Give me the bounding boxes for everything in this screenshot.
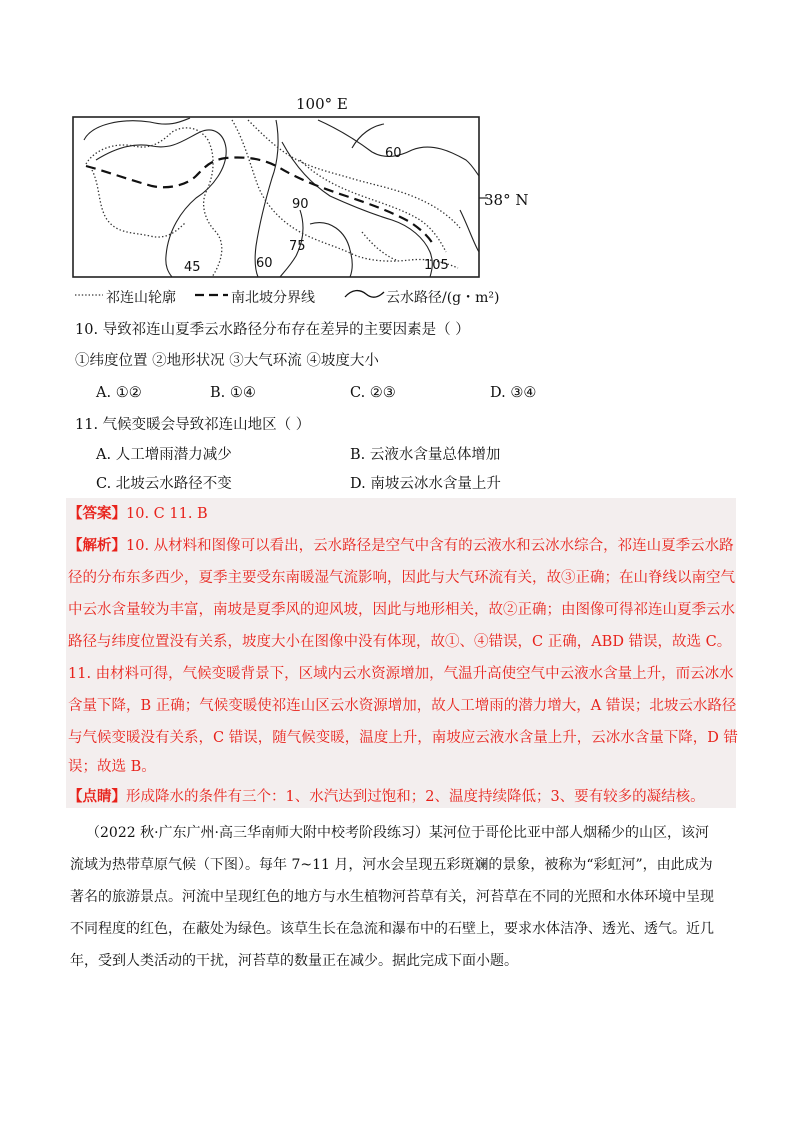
passage-line-3: 著名的旅游景点。河流中呈现红色的地方与水生植物河苔草有关，河苔草在不同的光照和水体环境中呈现 bbox=[70, 889, 714, 905]
slope-divide-line bbox=[86, 157, 434, 246]
q10-stem: 10. 导致祁连山夏季云水路径分布存在差异的主要因素是（ ） bbox=[75, 322, 470, 338]
lat-label: 38° N bbox=[484, 191, 529, 209]
legend-path-label: 云水路径/(g・m²) bbox=[386, 290, 500, 306]
legend-path-symbol bbox=[345, 291, 384, 298]
qilian-outline bbox=[86, 120, 460, 277]
q11-option-d: D. 南坡云冰水含量上升 bbox=[350, 476, 501, 492]
contour-label: 90 bbox=[292, 197, 309, 212]
tip-tag: 【点睛】 bbox=[68, 788, 126, 805]
q10-factors: ①纬度位置 ②地形状况 ③大气环流 ④坡度大小 bbox=[75, 353, 379, 369]
legend-divide-label: 南北坡分界线 bbox=[231, 290, 315, 306]
q10-option-b: B. ①④ bbox=[210, 385, 256, 401]
analysis-tag: 【解析】 bbox=[68, 537, 126, 554]
answer-line bbox=[68, 507, 208, 522]
passage-line-1: （2022 秋·广东广州·高三华南师大附中校考阶段练习）某河位于哥伦比亚中部人烟稀少的山区，该河 bbox=[86, 825, 709, 841]
answer-tag: 【答案】 bbox=[68, 505, 126, 522]
contour-label: 60 bbox=[256, 256, 273, 271]
q11-option-c: C. 北坡云水路径不变 bbox=[96, 476, 232, 492]
analysis-line-2: 径的分布东多西少，夏季主要受东南暖湿气流影响，因此与大气环流有关，故③正确；在山脊线以南空气 bbox=[68, 570, 735, 586]
q10-option-c: C. ②③ bbox=[350, 385, 396, 401]
analysis-text: 10. 从材料和图像可以看出，云水路径是空气中含有的云液水和云冰水综合，祁连山夏季云水路 bbox=[126, 538, 734, 554]
passage-line-4: 不同程度的红色，在蔽处为绿色。该草生长在急流和瀑布中的石壁上，要求水体洁净、透光、透气。近几 bbox=[70, 921, 714, 937]
analysis-line-5: 11. 由材料可得，气候变暖背景下，区域内云水资源增加，气温升高使空气中云液水含量上升，而云冰水 bbox=[68, 666, 734, 682]
map-frame bbox=[73, 117, 479, 277]
analysis-line-3: 中云水含量较为丰富，南坡是夏季风的迎风坡，因此与地形相关，故②正确；由图像可得祁连山夏季云水 bbox=[68, 602, 735, 618]
q11-stem: 11. 气候变暖会导致祁连山地区（ ） bbox=[75, 417, 311, 433]
cloud-water-path-lines bbox=[84, 118, 479, 277]
passage-line-5: 年，受到人类活动的干扰，河苔草的数量正在减少。据此完成下面小题。 bbox=[70, 953, 518, 969]
passage-line-2: 流域为热带草原气候（下图）。每年 7~11 月，河水会呈现五彩斑斓的景象，被称为“彩虹河”，由此成为 bbox=[70, 857, 713, 873]
q10-option-a: A. ①② bbox=[96, 385, 142, 401]
contour-label: 45 bbox=[184, 260, 201, 275]
q10-option-d: D. ③④ bbox=[490, 385, 537, 401]
contour-label: 105 bbox=[424, 258, 449, 273]
q11-option-a: A. 人工增雨潜力减少 bbox=[96, 447, 232, 463]
analysis-line-1 bbox=[68, 539, 734, 554]
contour-label: 60 bbox=[385, 146, 402, 161]
q11-option-b: B. 云液水含量总体增加 bbox=[350, 447, 501, 463]
legend-outline-label: 祁连山轮廓 bbox=[106, 290, 176, 306]
qilian-map bbox=[0, 0, 800, 320]
contour-label: 75 bbox=[289, 239, 306, 254]
analysis-line-6: 含量下降，B 正确；气候变暖使祁连山区云水资源增加，故人工增雨的潜力增大，A 错误；北坡云水路径 bbox=[68, 698, 737, 714]
analysis-line-8: 误；故选 B。 bbox=[68, 759, 156, 775]
answer-text: 10. C 11. B bbox=[126, 506, 208, 522]
analysis-line-7: 与气候变暖没有关系，C 错误，随气候变暖，温度上升，南坡应云液水含量上升，云冰水含量下降，D 错 bbox=[68, 730, 738, 746]
tip-text: 形成降水的条件有三个：1、水汽达到过饱和；2、温度持续降低；3、要有较多的凝结核。 bbox=[126, 789, 705, 805]
lon-label: 100° E bbox=[296, 95, 348, 113]
analysis-line-4: 路径与纬度位置没有关系，坡度大小在图像中没有体现，故①、④错误，C 正确，ABD 错误，故选 C。 bbox=[68, 634, 732, 650]
tip-line bbox=[68, 790, 705, 805]
